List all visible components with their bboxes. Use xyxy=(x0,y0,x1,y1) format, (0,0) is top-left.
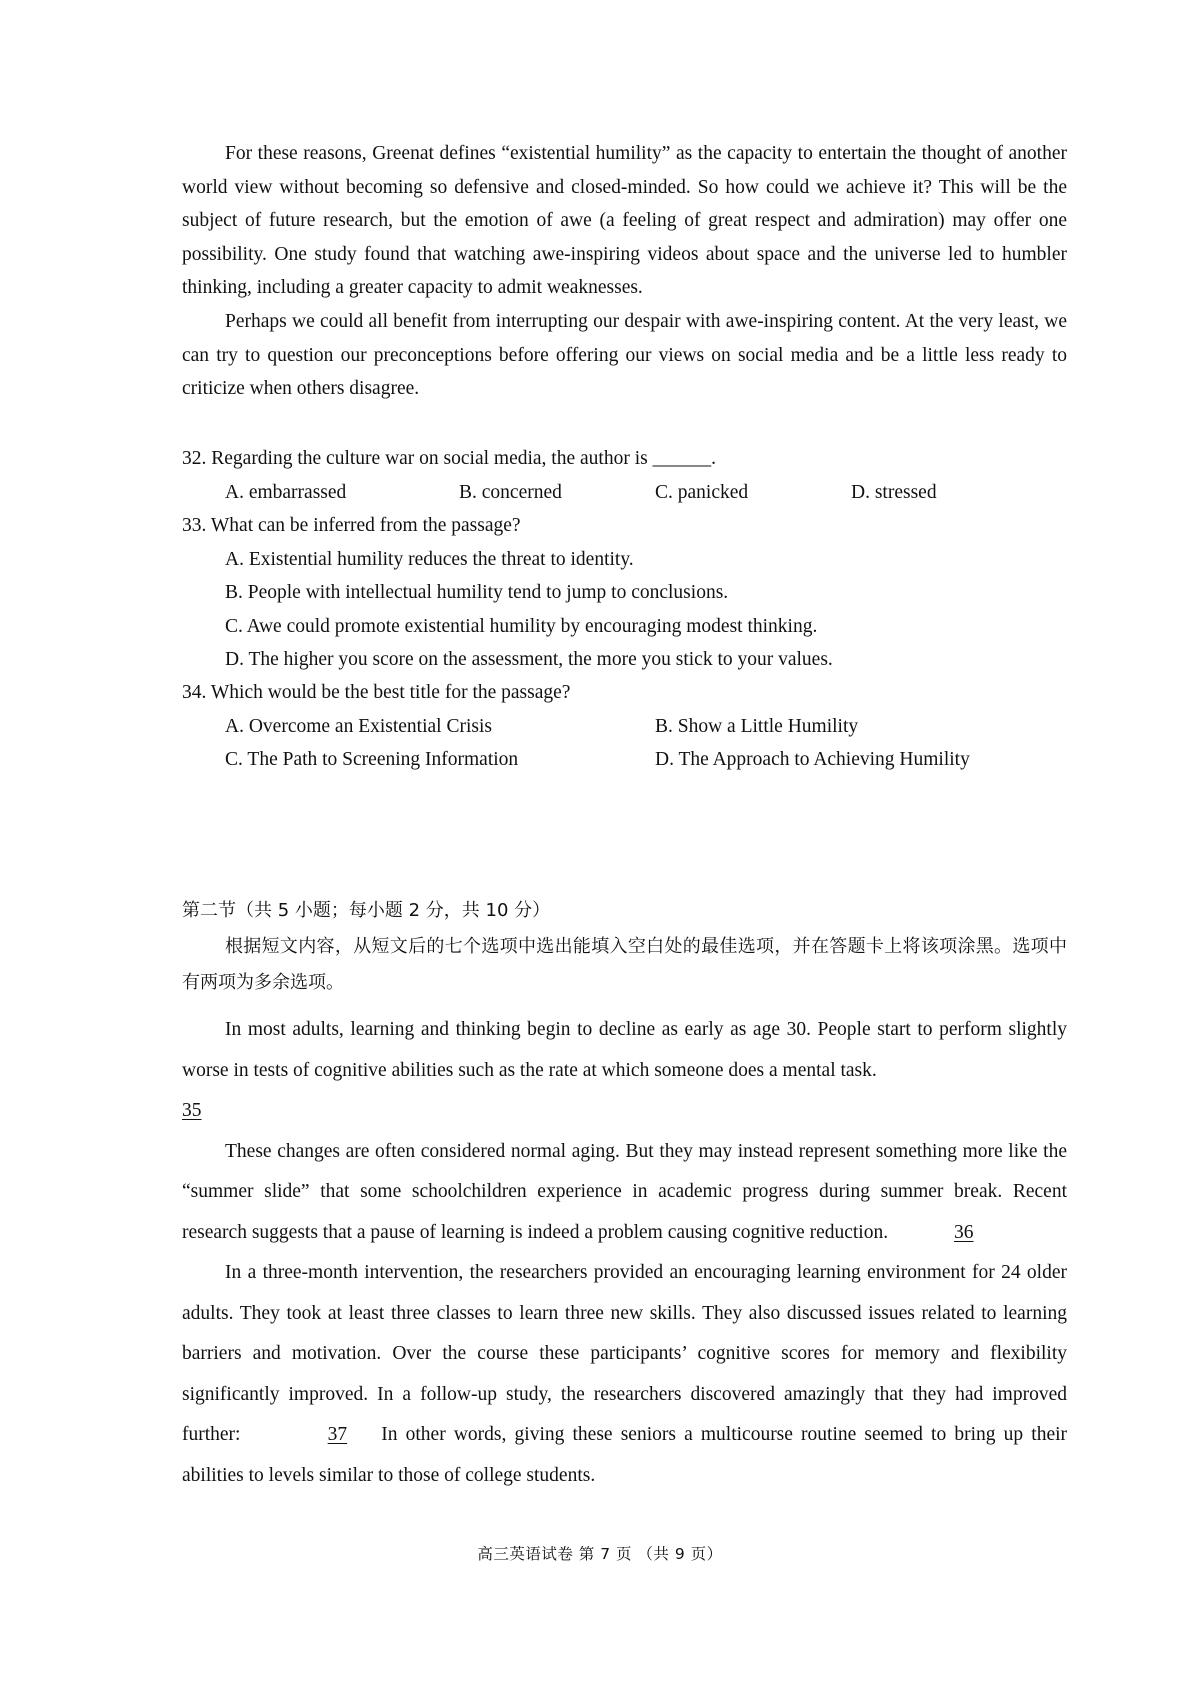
passage-1 xyxy=(182,137,1067,406)
section-heading: 第二节（共 5 小题；每小题 2 分，共 10 分） xyxy=(182,900,551,921)
option-c[interactable]: C. Awe could promote existential humility by encouraging modest thinking. xyxy=(225,615,818,637)
option-d[interactable]: D. stressed xyxy=(851,481,937,503)
question-32 xyxy=(182,442,1067,509)
question-stem: 32. Regarding the culture war on social media, the author is ______. xyxy=(182,448,716,469)
question-options-row xyxy=(182,710,1067,744)
page-footer: 高三英语试卷 第 7 页 （共 9 页） xyxy=(477,1545,723,1563)
option-d[interactable]: D. The Approach to Achieving Humility xyxy=(655,749,970,770)
blank-36[interactable]: 36 xyxy=(953,1221,974,1243)
paragraph-text: In other words, giving these seniors a multicourse routine seemed to bring up their abilities to levels similar to those of college students. xyxy=(182,1424,1068,1486)
option-b[interactable]: B. concerned xyxy=(459,481,562,503)
option-a[interactable]: A. Existential humility reduces the threat to identity. xyxy=(225,548,634,570)
passage-1-paragraph: Perhaps we could all benefit from interrupting our despair with awe-inspiring content. At the very least, we can try to question our preconceptions before offering our views on social media and be a little less ready to criticize when others disagree. xyxy=(182,310,1067,400)
paragraph-text: In a three-month intervention, the researchers provided an encouraging learning environment for 24 older adults. They took at least three classes to learn three new skills. They also discussed issues related to learning barriers and motivation. Over the course these participants’ cognitive scores for memory and flexibility significantly improved. In a follow-up study, the researchers discovered amazingly that they had improved further: xyxy=(182,1262,1067,1445)
section-instruction: 根据短文内容，从短文后的七个选项中选出能填入空白处的最佳选项，并在答题卡上将该项涂黑。选项中有两项为多余选项。 xyxy=(182,936,1067,993)
option-a[interactable]: A. embarrassed xyxy=(225,481,347,503)
passage-2-paragraph xyxy=(182,1010,1067,1132)
question-33 xyxy=(182,509,1067,677)
question-34 xyxy=(182,676,1067,777)
question-options xyxy=(182,476,1067,510)
passage-2-paragraph xyxy=(182,1253,1067,1496)
option-b[interactable]: B. Show a Little Humility xyxy=(655,715,859,737)
option-c[interactable]: C. The Path to Screening Information xyxy=(225,749,519,770)
option-c[interactable]: C. panicked xyxy=(655,481,749,503)
question-stem: 33. What can be inferred from the passage? xyxy=(182,515,521,536)
option-a[interactable]: A. Overcome an Existential Crisis xyxy=(225,715,492,737)
passage-1-paragraph: For these reasons, Greenat defines “existential humility” as the capacity to entertain the thought of another world view without becoming so defensive and closed-minded. So how could we achieve it? This will be the subject of future research, but the emotion of awe (a feeling of great respect and admiration) may offer one possibility. One study found that watching awe-inspiring videos about space and the universe led to humbler thinking, including a greater capacity to admit weaknesses. xyxy=(182,143,1067,299)
option-b[interactable]: B. People with intellectual humility tend to jump to conclusions. xyxy=(225,582,729,603)
passage-2-paragraph xyxy=(182,1132,1067,1254)
passage-2 xyxy=(182,1010,1067,1496)
blank-37[interactable]: 37 xyxy=(327,1424,348,1445)
question-options-row xyxy=(182,743,1067,777)
section-2 xyxy=(182,893,1067,1001)
paragraph-text: In most adults, learning and thinking begin to decline as early as age 30. People start to perform slightly worse in tests of cognitive abilities such as the rate at which someone does a mental task. xyxy=(182,1019,1067,1081)
question-stem: 34. Which would be the best title for the passage? xyxy=(182,682,571,703)
blank-35[interactable]: 35 xyxy=(182,1100,202,1121)
option-d[interactable]: D. The higher you score on the assessment, the more you stick to your values. xyxy=(225,649,833,670)
paragraph-text: These changes are often considered normal aging. But they may instead represent something more like the “summer slide” that some schoolchildren experience in academic progress during summer break. Recent research suggests that a pause of learning is indeed a problem causing cognitive reduction. xyxy=(182,1140,1067,1243)
